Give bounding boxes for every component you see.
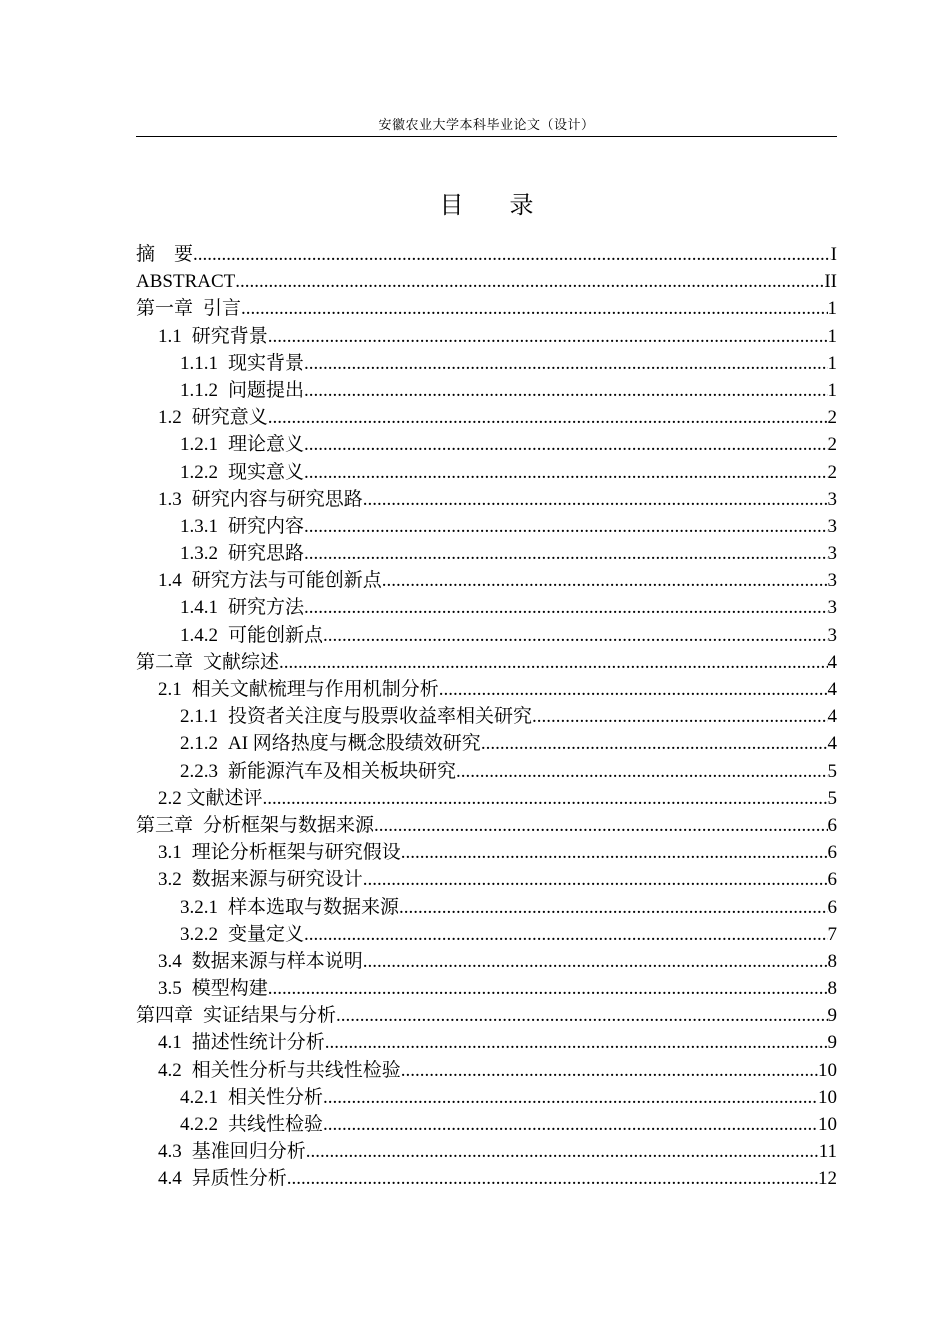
toc-entry-label <box>180 377 304 404</box>
toc-entry-label <box>136 1002 336 1029</box>
toc-entry[interactable] <box>136 404 837 431</box>
toc-entry-title: 投资者关注度与股票收益率相关研究 <box>228 706 533 728</box>
toc-dot-leader <box>304 350 827 377</box>
toc-entry-label <box>180 1084 323 1111</box>
toc-entry-page: 2 <box>827 434 837 456</box>
toc-entry-title: 研究方法与可能创新点 <box>191 570 382 592</box>
toc-entry[interactable] <box>136 594 837 621</box>
toc-entry-page: 8 <box>827 950 837 972</box>
toc-entry[interactable] <box>136 785 837 812</box>
toc-entry-number: 1.2.1 <box>180 434 218 456</box>
toc-entry-label <box>136 649 279 676</box>
toc-entry-title: 描述性统计分析 <box>191 1032 325 1054</box>
toc-entry-page: 6 <box>827 896 837 918</box>
toc-entry-title: 现实意义 <box>228 461 305 483</box>
toc-entry-page: 6 <box>827 842 837 864</box>
toc-entry-title: 相关文献梳理与作用机制分析 <box>191 679 439 700</box>
toc-entry-label <box>136 241 193 268</box>
toc-entry-number: 第一章 <box>136 298 194 320</box>
toc-entry-label <box>180 350 304 377</box>
toc-entry-label <box>136 268 235 295</box>
toc-entry-number: 1.2 <box>158 407 182 429</box>
toc-entry-page: 6 <box>827 869 837 891</box>
toc-entry[interactable] <box>136 703 837 730</box>
toc-dot-leader <box>304 921 827 948</box>
toc-entry-title: 异质性分析 <box>191 1168 287 1190</box>
toc-entry-title: 引言 <box>203 298 242 320</box>
toc-entry[interactable] <box>136 241 837 268</box>
toc-dot-leader <box>304 431 827 458</box>
toc-entry[interactable] <box>136 567 837 594</box>
toc-entry-label <box>158 948 363 975</box>
toc-entry[interactable] <box>136 622 837 649</box>
toc-entry-label <box>158 1029 325 1056</box>
toc-entry-number: 4.3 <box>158 1141 182 1163</box>
toc-entry-page: 3 <box>827 624 837 646</box>
toc-dot-leader <box>306 1138 819 1165</box>
toc-entry-page: 9 <box>827 1032 837 1054</box>
toc-entry[interactable] <box>136 948 837 975</box>
toc-entry[interactable] <box>136 1111 837 1138</box>
toc-title: 目 录 <box>439 193 554 219</box>
toc-dot-leader <box>323 1111 818 1138</box>
toc-entry[interactable] <box>136 350 837 377</box>
toc-entry-label <box>158 486 363 513</box>
toc-entry-page: 3 <box>827 597 837 619</box>
toc-entry-page: 4 <box>827 651 837 673</box>
toc-entry-label <box>180 459 304 486</box>
toc-entry-label <box>158 785 263 812</box>
toc-dot-leader <box>235 268 824 295</box>
toc-entry-number: 4.2 <box>158 1059 182 1081</box>
toc-entry-title: 模型构建 <box>191 978 268 1000</box>
toc-dot-leader <box>263 785 828 812</box>
toc-entry[interactable] <box>136 540 837 567</box>
toc-entry-label <box>158 975 268 1002</box>
toc-entry-number: 3.2.1 <box>180 896 218 918</box>
toc-entry-number: 1.1 <box>158 325 182 347</box>
toc-dot-leader <box>268 404 828 431</box>
toc-entry-number: 1.1.2 <box>180 379 218 401</box>
toc-entry-label <box>180 894 399 921</box>
toc-entry[interactable] <box>136 1084 837 1111</box>
toc-entry-page: 10 <box>818 1114 837 1135</box>
toc-entry-title: 共线性检验 <box>228 1114 324 1135</box>
toc-entry-title: 实证结果与分析 <box>203 1005 337 1027</box>
toc-entry-label <box>180 703 532 730</box>
toc-entry-title: 问题提出 <box>228 379 305 401</box>
toc-dot-leader <box>363 486 828 513</box>
toc-entry-page: 10 <box>818 1086 837 1108</box>
toc-entry-title: 变量定义 <box>228 923 305 945</box>
toc-entry-page: 3 <box>827 515 837 537</box>
toc-entry-title: 相关性分析 <box>228 1086 324 1108</box>
toc-entry-title: 研究内容与研究思路 <box>191 488 363 510</box>
toc-entry-page: 1 <box>827 352 837 374</box>
toc-entry-title: 研究方法 <box>228 597 305 619</box>
toc-entry-title: 摘 要 <box>136 244 194 265</box>
toc-entry-label <box>158 866 363 893</box>
toc-entry-page: 9 <box>827 1005 837 1027</box>
toc-entry-label <box>158 567 382 594</box>
toc-entry-number: 3.5 <box>158 978 182 1000</box>
toc-entry-page: 3 <box>827 570 837 592</box>
header-rule <box>136 136 837 137</box>
toc-dot-leader <box>323 622 827 649</box>
toc-entry[interactable] <box>136 676 837 703</box>
toc-entry[interactable] <box>136 649 837 676</box>
toc-entry-page: 8 <box>827 978 837 1000</box>
toc-entry-title: 样本选取与数据来源 <box>228 896 400 918</box>
toc-dot-leader <box>532 703 827 730</box>
toc-entry-number: 2.1.1 <box>180 706 218 728</box>
toc-entry-label <box>136 295 241 322</box>
toc-entry-title: 基准回归分析 <box>191 1141 306 1163</box>
toc-dot-leader <box>401 839 828 866</box>
toc-dot-leader <box>401 1057 818 1084</box>
toc-dot-leader <box>374 812 827 839</box>
toc-entry-label <box>180 921 304 948</box>
toc-dot-leader <box>268 975 828 1002</box>
toc-dot-leader <box>363 948 828 975</box>
toc-entry-title: 数据来源与样本说明 <box>191 950 363 972</box>
toc-dot-leader <box>382 567 828 594</box>
toc-entry[interactable] <box>136 295 837 322</box>
toc-entry-number: 3.2.2 <box>180 923 218 945</box>
toc-dot-leader <box>241 295 827 322</box>
toc-entry-label <box>180 622 323 649</box>
toc-entry-label <box>180 540 304 567</box>
toc-entry-page: 12 <box>818 1168 837 1190</box>
toc-entry-page: 7 <box>827 923 837 945</box>
toc-entry-page: 2 <box>827 407 837 429</box>
toc-entry-page: 3 <box>827 488 837 510</box>
toc-entry-label <box>180 730 481 757</box>
toc-entry-page: 2 <box>827 461 837 483</box>
toc-entry-title: AI 网络热度与概念股绩效研究 <box>228 733 481 755</box>
toc-entry-number: 2.1.2 <box>180 733 218 755</box>
toc-entry-title: 理论意义 <box>228 434 305 456</box>
toc-entry-number: 4.4 <box>158 1168 182 1190</box>
toc-entry[interactable] <box>136 730 837 757</box>
toc-entry-label <box>180 513 304 540</box>
toc-entry-label <box>180 758 456 785</box>
toc-entry-page: II <box>824 271 837 293</box>
toc-entry[interactable] <box>136 377 837 404</box>
toc-dot-leader <box>481 730 828 757</box>
toc-entry-number: 1.4.1 <box>180 597 218 619</box>
toc-dot-leader <box>287 1165 818 1192</box>
toc-entry-number: 1.3.1 <box>180 515 218 537</box>
toc-entry-page: 5 <box>827 787 837 809</box>
toc-entry-title: 理论分析框架与研究假设 <box>191 842 401 864</box>
toc-dot-leader <box>456 758 827 785</box>
toc-entry-number: 1.3 <box>158 488 182 510</box>
toc-entry-number: 3.2 <box>158 869 182 891</box>
toc-entry-label <box>158 676 439 703</box>
toc-dot-leader <box>336 1002 827 1029</box>
toc-entry[interactable] <box>136 1138 837 1165</box>
toc-entry-page: 10 <box>818 1059 837 1081</box>
toc-entry[interactable] <box>136 323 837 350</box>
toc-entry[interactable] <box>136 513 837 540</box>
toc-dot-leader <box>304 513 827 540</box>
toc-entry[interactable] <box>136 975 837 1002</box>
toc-entry-title: 新能源汽车及相关板块研究 <box>228 760 457 782</box>
toc-entry-title: 相关性分析与共线性检验 <box>191 1059 401 1081</box>
toc-dot-leader <box>323 1084 818 1111</box>
toc-entry-label <box>180 431 304 458</box>
toc-entry-number: 4.1 <box>158 1032 182 1054</box>
toc-entry-number: 3.1 <box>158 842 182 864</box>
toc-entry-label <box>158 1165 287 1192</box>
toc-entry-label <box>158 839 401 866</box>
toc-entry[interactable] <box>136 431 837 458</box>
toc-entry-number: 2.2.3 <box>180 760 218 782</box>
toc-entry-title: 研究思路 <box>228 543 305 565</box>
toc-entry-number: 第四章 <box>136 1005 194 1027</box>
toc-entry-number: 1.1.1 <box>180 352 218 374</box>
toc-entry-title: 现实背景 <box>228 352 305 374</box>
toc-entry-number: 第二章 <box>136 651 194 673</box>
toc-entry[interactable] <box>136 1029 837 1056</box>
toc-entry-number: 3.4 <box>158 950 182 972</box>
toc-entry-title: 数据来源与研究设计 <box>191 869 363 891</box>
toc-entry-title: 分析框架与数据来源 <box>203 814 375 836</box>
toc-dot-leader <box>363 866 828 893</box>
toc-entry[interactable] <box>136 812 837 839</box>
toc-dot-leader <box>268 323 828 350</box>
toc-entry-title: ABSTRACT <box>136 271 236 293</box>
toc-entry[interactable] <box>136 866 837 893</box>
toc-dot-leader <box>193 241 831 268</box>
toc-entry-page: 1 <box>827 298 837 320</box>
toc-dot-leader <box>304 377 827 404</box>
toc-entry-title: 2.2 文献述评 <box>158 787 263 809</box>
toc-dot-leader <box>439 676 828 703</box>
toc-entry-label <box>136 812 374 839</box>
toc-entry-page: 5 <box>827 760 837 782</box>
toc-entry-number: 4.2.1 <box>180 1086 218 1108</box>
toc-dot-leader <box>304 540 827 567</box>
toc-entry-title: 研究内容 <box>228 515 305 537</box>
toc-entry-page: 11 <box>818 1141 837 1163</box>
toc-entry-page: 4 <box>827 733 837 755</box>
toc-entry[interactable] <box>136 1165 837 1192</box>
toc-entry-number: 4.2.2 <box>180 1114 218 1135</box>
toc-entry-label <box>180 1111 323 1138</box>
toc-entry-title: 文献综述 <box>203 651 280 673</box>
toc-dot-leader <box>304 459 827 486</box>
toc-entry[interactable] <box>136 1002 837 1029</box>
toc-entry-page: 6 <box>827 814 837 836</box>
toc-entry-title: 研究背景 <box>191 325 268 347</box>
toc-entry-number: 1.4 <box>158 570 182 592</box>
toc-entry-label <box>158 1138 306 1165</box>
toc-entry-page: 3 <box>827 543 837 565</box>
toc-entry[interactable] <box>136 459 837 486</box>
toc-dot-leader <box>399 894 827 921</box>
toc-entry[interactable] <box>136 268 837 295</box>
toc-entry-page: 1 <box>827 325 837 347</box>
toc-entry-label <box>158 1057 401 1084</box>
toc-entry-number: 1.3.2 <box>180 543 218 565</box>
toc-entry-page: 4 <box>827 679 837 700</box>
toc-entry-label <box>180 594 304 621</box>
toc-entry[interactable] <box>136 1057 837 1084</box>
toc-entry[interactable] <box>136 894 837 921</box>
toc-entry[interactable] <box>136 758 837 785</box>
toc-entry-number: 2.1 <box>158 679 182 700</box>
toc-entry-title: 可能创新点 <box>228 624 324 646</box>
toc-entry-label <box>158 323 268 350</box>
toc-entry-number: 第三章 <box>136 814 194 836</box>
toc-entry-page: 4 <box>827 706 837 728</box>
toc-dot-leader <box>325 1029 828 1056</box>
toc-dot-leader <box>304 594 827 621</box>
toc-entry-page: I <box>830 244 837 265</box>
toc-entry[interactable] <box>136 839 837 866</box>
toc-entry[interactable] <box>136 921 837 948</box>
toc-entry-number: 1.4.2 <box>180 624 218 646</box>
toc-entry-title: 研究意义 <box>191 407 268 429</box>
toc-entry[interactable] <box>136 486 837 513</box>
toc-entry-label <box>158 404 268 431</box>
toc-entry-page: 1 <box>827 379 837 401</box>
running-header: 安徽农业大学本科毕业论文（设计） <box>378 117 595 132</box>
toc-entry-number: 1.2.2 <box>180 461 218 483</box>
toc-dot-leader <box>279 649 827 676</box>
table-of-contents <box>136 241 837 1193</box>
